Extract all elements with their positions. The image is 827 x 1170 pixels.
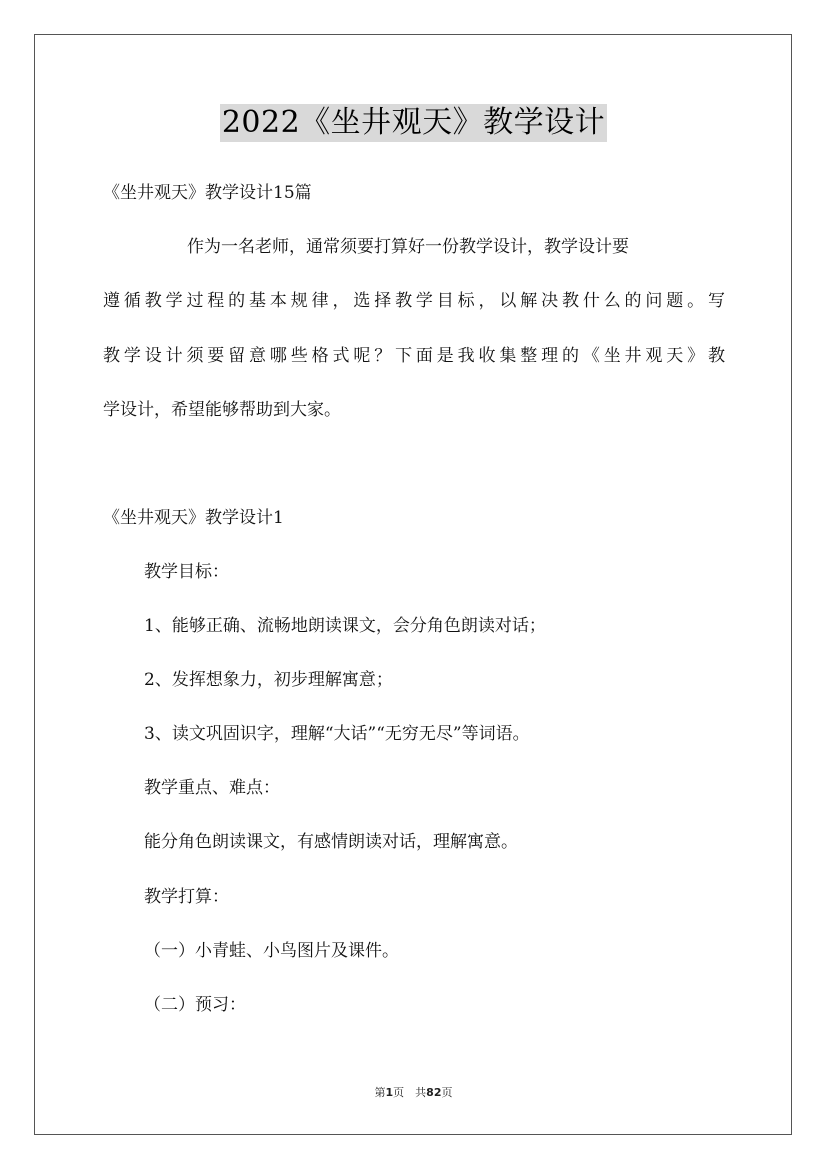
title-container	[0, 104, 827, 142]
intro-line-2: 遵循教学过程的基本规律，选择教学目标，以解决教什么的问题。写	[103, 291, 725, 311]
key-points-text: 能分角色朗读课文，有感情朗读对话，理解寓意。	[144, 832, 518, 852]
goal-item-3: 3、读文巩固识字，理解“大话”“无穷无尽”等词语。	[144, 724, 530, 744]
footer-page-prefix: 第	[374, 1086, 386, 1099]
intro-line-3: 教学设计须要留意哪些格式呢？下面是我收集整理的《坐井观天》教	[103, 346, 725, 366]
footer-page-total: 82	[426, 1086, 442, 1099]
intro-line-1: 作为一名老师，通常须要打算好一份教学设计，教学设计要	[187, 237, 629, 257]
footer-page-suffix: 页	[441, 1086, 453, 1099]
key-points-heading: 教学重点、难点：	[144, 778, 280, 798]
goals-heading: 教学目标：	[144, 562, 229, 582]
document-subtitle: 《坐井观天》教学设计15篇	[103, 183, 312, 203]
intro-line-4: 学设计，希望能够帮助到大家。	[103, 400, 341, 420]
page-footer	[0, 1084, 827, 1100]
prep-item-2: （二）预习：	[144, 995, 246, 1015]
footer-page-number: 1	[385, 1086, 394, 1099]
document-title: 2022《坐井观天》教学设计	[221, 105, 606, 140]
prep-heading: 教学打算：	[144, 887, 229, 907]
prep-item-1: （一）小青蛙、小鸟图片及课件。	[144, 941, 399, 961]
footer-page-mid: 页 共	[393, 1086, 427, 1099]
section-title: 《坐井观天》教学设计1	[103, 508, 284, 528]
goal-item-2: 2、发挥想象力，初步理解寓意；	[144, 670, 393, 690]
goal-item-1: 1、能够正确、流畅地朗读课文，会分角色朗读对话；	[144, 616, 546, 636]
